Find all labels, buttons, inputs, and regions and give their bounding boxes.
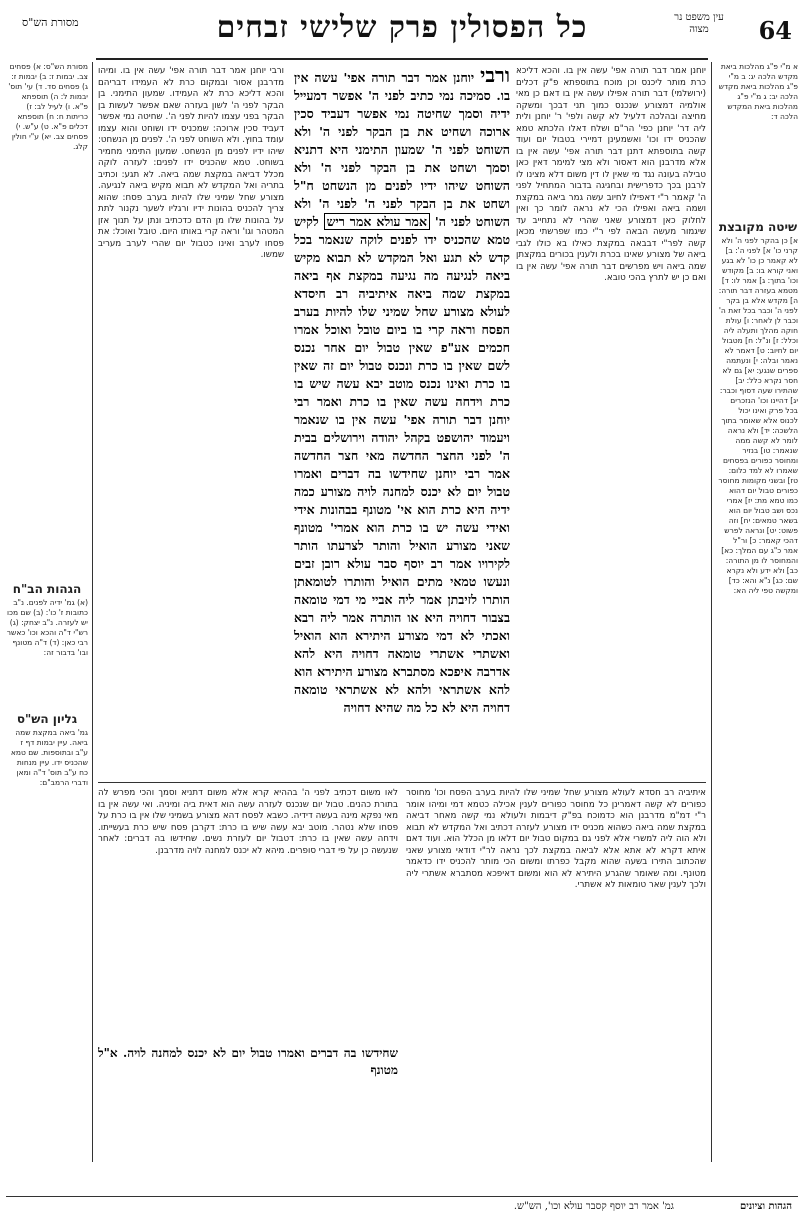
page-footer (0, 1201, 804, 1217)
tosafot-bottom (406, 788, 706, 1158)
ein-mishpat-text: א מ"י פ"ג מהלכות ביאת מקדש הלכה יג: ב מ"י פ"ג מהלכות ביאת מקדש הלכה יב: ג מ"י פ"ג מהלכות ביאת המקדש הלכה ד: (718, 62, 798, 121)
tosafot-text: יוחנן אמר דבר תורה אפי' עשה אין בו. והכא דליכא כרת מותר ליכנס וכן מוכח בתוספתא פ"ק דכלים (ירושלמי) דבר תורה אפילו עשה אין בו דאם כן מאי אולמיה דמצורע שנכנס כמוך תני דבכך ומשקה מחיצה ובהלכה דלעיל לא קשה ולפי' ר' יוחנן ולית ליה דר' יוחנן כפי' הר"ם ושלח דאלו הלכתא טמא שהכניס ידו וכו' ואשמעינן דמיירי בטבול יום ועוד קשה בתוספתא דתנן דבר תורה אפי' עשה אין בו אלא מדרבנן הוא דאסור ולא מצי למימר דאין כאן טבילה בעונה נגד מי שאין לו דין משום דלא מצינו לו לרבנן בכך כדפרישית ובחגיגה בדבור המתחיל לפני ה' קאמר ר"י דאפילו לחיוב עשה גמר ביאה במקצת ושמה ביאה ואפילו הכי לא נראה לומר כך ואין לחלוק כאן דמצורע שאני שהרי לא נתחייב עד שיגמור מעשה הבאה לפי ר"י כמו שפרשתי מכאן קשה לפר"י דבבאה במקצת כאילו בא כולו לגבי ביאה של מצורע שאינו בכרת ולענין בכורים במקצתן שמה ביאה ויש מפרשים דבר תורה אפי' עשה אין בו ואם כן יש לתרץ בהכי טובא. (516, 66, 706, 283)
shita-title: שיטה מקובצת (718, 220, 798, 234)
masoret-label: מסורת הש"ס (22, 16, 79, 29)
gemara-column (294, 66, 510, 778)
divider-left (92, 62, 93, 1162)
page-title: כל הפסולין פרק שלישי זבחים (216, 10, 588, 45)
footer-right: הגהות וציונים (739, 1201, 792, 1212)
footer-rule (6, 1196, 798, 1197)
page-header (0, 8, 804, 58)
divider-right (711, 62, 712, 1162)
hagahot-text: (א) גמ' ידיה לפנים. נ"ב כתובות ז' כו': (ב) שם מכו יש לעזרה. נ"ב יצחק: (ג) רש"י ד"ה והכא וכו' כאשר רבי כאן: (ד) ד"ה מטונף ובו' בדבור זה: (6, 598, 88, 657)
gemara-text-1: סמיכה נמי כתיב לפני ה' אפשר דמעייל ידיה וסמך שחיטה נמי אפשר דעביד סכין ארוכה ושחיט את בן הבקר לפני ה' ולא השוחט לפני ה' שמעון התימני היא דתניא וסמך ושחט את בן הבקר לפני ה' ולא השוחט שיהו ידיו לפנים מן הנשחט ח"ל ושחט את בן הבקר לפני ה' לפני ה' ולא השוחט לפני ה' (294, 88, 510, 229)
gemara-bottom (98, 1045, 398, 1155)
shita-text: א] כן בהקר לפני ה' ולא קרני כו' א] לפני ה': ב] לא קאמר כן כו' לא בגע ואני קורא בו: ב] מקודש וכו' בתוך: ג] אמר לו: ד] מטמא בעזרה דבר תורה: ה] מקדש אלא בן בקר לפני ה' וכבר בכל זאת ה' וכבר לן לאחר: ו] עולת חוקה מהלך ותעלה ליה וכלל: ז] ונ"ל: ח] מטבול יום לחיוב: ט] דאמר לא נאמר ובלה: י] ונעתמה ספרים שנגע: יא] גם לא חסר נקרא כלל: יב] שהתירו שעה דסוף וכבר: יג] דהיינו וכו' הנזכרים בכל פרק ואינו יכול לכנוס אלא שאומר בתוך הלשכה: יד] ולא נראה לומר לא קשה ממה שנאמר: טו] בנזיר ומחוסר כפורים בפסחים שאמרו לא למד כלום: טז] ובשני מקומות מחוסר כפורים טבול יום דהוא כמו טמא מת: יז] אמרי נכס ושב טבול יום הוא בשאר טמאים: יח] וזה פשוט: יט] ונראה לפרש דהכי קאמר: כ] ור"ל אמר כ"ג עם המלך: כא] והמחוסר לו מן התורה: כב] ולא ידע ולא נקרא שם: כג] נ"א והא: כד] ומקשה טפי ליה הא: (718, 236, 798, 595)
masoret-text: מסורת הש"ס: א) פסחים צב. יבמות ז: ב) יבמות ז: ג) פסחים סד. ד) עי' תוס' יבמות ל: ה) תוספתא פ"א. ו) לעיל לב: ז) כריתות ח: ח) תוספתא דכלים פ"א. ט) ע"ש. י) פסחים צב. יא) ע"י חולין קלג. (8, 62, 88, 151)
rashi-bottom-text: לאו משום דכתיב לפני ה' בההיא קרא אלא משום דתניא וסמך והכי מפרש לה בתורת כהנים. טבול יום שנכנס לעזרה עשה הוא דאית ביה ומיניה. ואי עשה אין בו מאי נפקא מינה בעשה דידיה. כשבא לפסח דהא מצורע בשמיני שלו אין בו כרת על פסחו שלא נטהר. מוטב יבא עשה שיש בו כרת: דקרבן פסח שיש כרת בעשייתו. וידחה עשה שאין בו כרת: דטבול יום לעזרת נשים. שחידשו בה דברים: לאחר שנעשה כן על פי דברי סופרים. מיהא לא יכנס למחנה לויה מדרבנן. (98, 788, 398, 856)
hagahot-column (6, 580, 88, 700)
gemara-bottom-text: שחידשו בה דברים ואמרו טבול יום לא יכנס למחנה לויה. א"ל מטונף (98, 1046, 398, 1077)
gemara-text-5: אמר ליה רבא ואכתי לא דמי מצורע היתירא הוא הואיל ואשתרי אשתרי טומאה דחויה היא להא אדרבה איפכא מסתברא מצורע היתירא הוא להא אשתראי ולהא לא אשתראי טומאה דחויה היא לא כל מה שהיא דחויה (294, 610, 510, 715)
tosafot-bottom-text: איתיביה רב חסדא לעולא מצורע שחל שמיני שלו להיות בערב הפסח וכו' מחוסר כפורים לא קשה דאמרינן כל מחוסר כפורים לענין אכילה כטמא דמי ומיהו אומר ר"י דמ"מ מדרבנן הוא כדמוכח בפ"ק דיבמות ולעולא נמי קשה מאחר דביאה במקצת שמה ביאה כשהוא מכניס ידו מצורע לעזרה דכתיב ואל המקדש לא תבוא ולא הוה ליה למשרי אלא לפני גם במקום טבול יום דלאו מן הכלל הוא. ועוד דאם איתא דקרא לא אתא אלא לביאה במקצת לכך נראה לר"י דודאי מצורע שאני שהכתוב התירו בשעה שהוא מקבל כפרתו ומשום הכי מותר להכניס ידו כדאמר מטונף. ומה שאומר שהגרע היתירא לא הוא ומשום דאיפכא מסתברא אשתרי ליה ולכך לענין שאר טומאות לא אשתרי. (406, 788, 706, 890)
rashi-bottom (98, 788, 398, 1038)
gemara-boxed-phrase: אמר עולא אמר ריש (324, 213, 430, 230)
page-number: 64 (758, 16, 792, 45)
rashi-text: ורבי יוחנן אמר דבר תורה אפי' עשה אין בו. ומיהו מדרבנן אסור ובמקום כרת לא העמידו דבריהם והכא דליכא כרת לא העמידו. שמעון התימני. בן הבקר לפני ה' לשון בעזרה שאם אפשר לעשות בן הבקר בפני עצמו להיות לפני ה'. שחיטה נמי אפשר דעביד סכין ארוכה: שמכניס ידו ושוחט והוא עצמו עומד בחוץ. ולא השוחט לפני ה'. לפנים מן הנשחט: שיהו ידיו לפנים מן הנשחט. שמעון התימני מחמיר בשוחט. טמא שהכניס ידו לפנים: לעזרה לוקה מכלל דביאה במקצת שמה ביאה. לא תגע: וכתיב בתריה ואל המקדש לא תבוא מקיש ביאה לנגיעה. מצורע שחל שמיני שלו להיות בערב פסח: שהוא צריך להכניס בהונות ידיו ורגליו לשער נקנור לתת על בהונות שלו מן הדם כדכתיב ונתן על תנוך אזן המטהר וגו' וראה קרי באותו היום. טובל ואוכל: את פסחו לערב ואינו כטבול יום שהרי לערב מעריב שמשו. (98, 66, 284, 260)
mid-rule (98, 782, 706, 783)
ein-mishpat-label: עין משפט נר מצוה (674, 12, 724, 35)
gilyon-text: גמ' ביאה במקצת שמה ביאה. עיין יבמות דף ז ע"ב ובתוספות. שם טמא שהכניס ידו. עיין מנחות כח ע"ב תוס' ד"ה ומאן ודברי הרמב"ם: (10, 728, 88, 787)
gemara-paragraph (294, 66, 510, 717)
footer-text: גמ' אמר רב יוסף קסבר עולא וכו', הש"ש. (513, 1201, 674, 1212)
gemara-text-4: מצורע כמה ידיה היא כרת הוא אי' מטונף בבהונות אידי ואידי עשה יש בו כרת הוא אמרי' מטונף שאני מצורע הואיל והותר לצרעתו הותר לקירויו אמר רב יוסף סבר עולא רובן זבים ונעשו טמאי מתים הואיל והותרו לטומאתן הותרו לזיבתן אמר ליה אביי מי דמי טומאה בצבור דחויה היא או הותרה (294, 484, 510, 625)
shita-mekubetzet-column (718, 218, 798, 1158)
tosafot-column (516, 66, 706, 778)
gemara-text-2: לקיש טמא שהכניס ידו לפנים לוקה שנאמר בכל קדש לא תגע ואל המקדש לא תבוא מקיש ביאה לנגיעה מה נגיעה במקצת אף ביאה במקצת שמה ביאה איתיביה רב חיסדא לעולא מצורע שחל שמיני שלו להיות בערב הפסח וראה קרי בו ביום טובל ואוכל אמרו חכמים אע"פ שאין טבול יום אחר נכנס לשם שאין בו כרת ונכנס טבול יום זה שאין בו כרת ואינו נכנס מוטב יבא עשה שיש בו כרת וידחה עשה שאין בו כרת (294, 214, 510, 409)
header-rule (96, 58, 708, 60)
masoret-column (6, 62, 88, 572)
gemara-opening-word: ורבי (480, 66, 510, 87)
hagahot-title: הגהות הב"ח (12, 582, 82, 596)
gemara-text-3: ואמר רבי יוחנן דבר תורה אפי' עשה אין בו שנאמר ויעמוד יהושפט בקהל יהודה וירושלים בבית ה' לפני החצר החדשה מאי חצר החדשה אמר רבי יוחנן שחידשו בה דברים ואמרו טבול יום לא יכנס למחנה לויה (294, 394, 510, 499)
gemara-lead: יוחנן אמר דבר תורה אפי' עשה אין בו. (294, 70, 510, 103)
gilyon-title: גליון הש"ס (16, 712, 78, 726)
gilyon-column (6, 710, 88, 840)
rashi-column (98, 66, 284, 778)
ein-mishpat-column (718, 62, 798, 212)
